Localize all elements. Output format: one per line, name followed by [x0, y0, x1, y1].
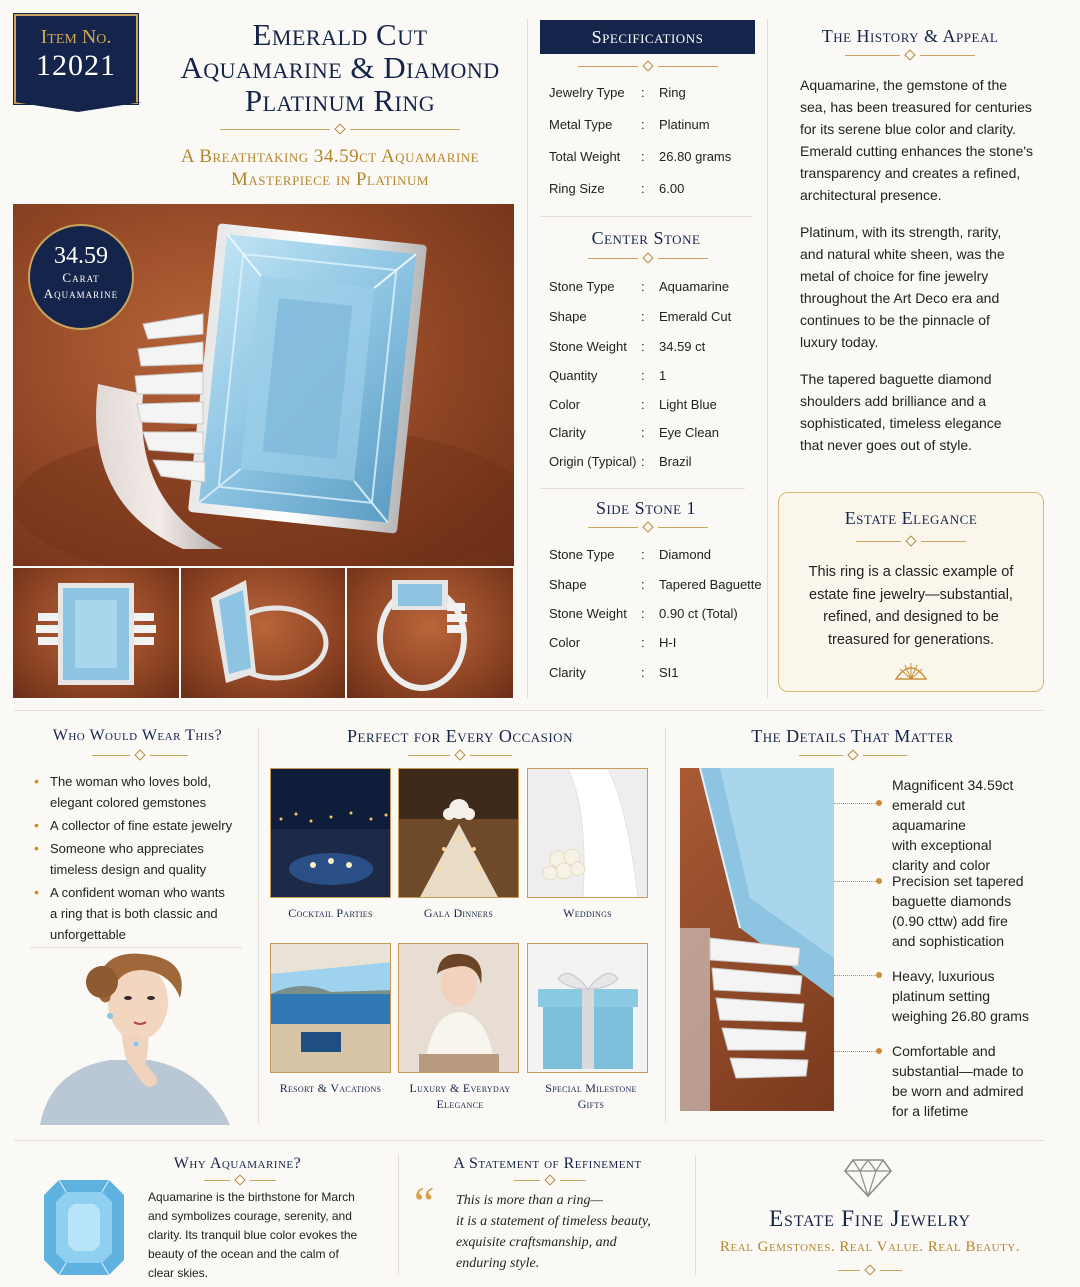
- statement-quote: This is more than a ring— it is a statement of timeless beauty, exquisite craftsmanship, and enduring style.: [456, 1193, 651, 1271]
- ornament-divider: [835, 1264, 905, 1276]
- occasion-label: Special Milestone Gifts: [545, 1081, 637, 1111]
- occasion-image-everyday[interactable]: [398, 943, 519, 1073]
- who-wears-title: Who Would Wear This?: [52, 727, 223, 744]
- history-title: The History & Appeal: [821, 26, 999, 46]
- who-wears-list: [32, 771, 247, 947]
- spec-row: Ring Size : 6.00: [549, 181, 685, 196]
- carat-label: Carat: [62, 270, 100, 285]
- side-stone-row: Stone Type : Diamond: [549, 547, 712, 562]
- occasion-image-resort[interactable]: [270, 943, 391, 1073]
- occasion-label: Luxury & Everyday Elegance: [409, 1081, 511, 1111]
- occasion-image-wedding[interactable]: [527, 768, 648, 898]
- section-divider: [540, 216, 752, 217]
- spec-row: Total Weight : 26.80 grams: [549, 149, 732, 164]
- side-stone-row: Color : H-I: [549, 635, 677, 650]
- ornament-divider: [560, 60, 735, 72]
- spec-row: Jewelry Type : Ring: [549, 85, 686, 100]
- subtitle-line: A Breathtaking 34.59ct Aquamarine: [180, 146, 480, 167]
- ornament-divider: [85, 749, 195, 761]
- brand-name: Estate Fine Jewelry: [769, 1206, 971, 1231]
- ornament-divider: [575, 252, 720, 264]
- section-divider: [14, 1140, 1044, 1141]
- column-divider: [767, 18, 768, 698]
- quote-mark-icon: “: [414, 1177, 435, 1228]
- ornament-divider: [575, 521, 720, 533]
- occasion-image-cocktail[interactable]: [270, 768, 391, 898]
- occasion-label: Cocktail Parties: [288, 906, 373, 920]
- callout-dot: [876, 1048, 882, 1054]
- detail-item: Heavy, luxurious platinum setting weighing 26.80 grams: [892, 968, 1029, 1024]
- column-divider: [665, 728, 666, 1123]
- carat-stone: Aquamarine: [43, 286, 119, 301]
- aquamarine-gem-icon: [44, 1180, 124, 1275]
- column-divider: [398, 1155, 399, 1275]
- center-stone-row: Origin (Typical) : Brazil: [549, 454, 692, 469]
- detail-item: Magnificent 34.59ct emerald cut aquamarine with exceptional clarity and color: [892, 777, 1014, 873]
- thumbnail-front[interactable]: [13, 568, 179, 698]
- occasion-image-gift[interactable]: [527, 943, 648, 1073]
- side-stone-row: Clarity : SI1: [549, 665, 679, 680]
- subtitle-line: Masterpiece in Platinum: [231, 169, 429, 190]
- list-item: • A collector of fine estate jewelry: [32, 815, 247, 836]
- callout-line: [834, 1051, 878, 1052]
- occasion-image-gala[interactable]: [398, 768, 519, 898]
- occasion-label: Resort & Vacations: [279, 1081, 382, 1095]
- thumbnail-side[interactable]: [181, 568, 345, 698]
- center-stone-row: Quantity : 1: [549, 368, 667, 383]
- brand-tagline: Real Gemstones. Real Value. Real Beauty.: [719, 1239, 1021, 1255]
- center-stone-row: Shape : Emerald Cut: [549, 309, 732, 324]
- ornament-divider: [200, 1174, 280, 1186]
- title-line: Emerald Cut: [252, 17, 428, 52]
- ornament-divider: [200, 123, 480, 135]
- list-item: • Someone who appreciates timeless design and quality: [32, 838, 247, 880]
- callout-line: [834, 975, 878, 976]
- carat-badge: [28, 224, 134, 330]
- occasion-label: Weddings: [563, 906, 612, 920]
- center-stone-row: Color : Light Blue: [549, 397, 717, 412]
- occasion-label: Gala Dinners: [423, 906, 494, 920]
- page-subtitle: [140, 145, 520, 191]
- history-paragraph: Aquamarine, the gemstone of the sea, has been treasured for centuries for its serene blue color and clarity. Emerald cutting enhances the stone's transparency and creates a refined, architectural presence.: [800, 77, 1034, 203]
- ornament-divider: [510, 1174, 590, 1186]
- statement-title: A Statement of Refinement: [453, 1155, 642, 1172]
- why-aquamarine-title: Why Aquamarine?: [173, 1155, 302, 1172]
- history-paragraph: The tapered baguette diamond shoulders add brilliance and a sophisticated, timeless elegance that never goes out of style.: [800, 371, 1002, 453]
- callout-line: [834, 881, 878, 882]
- column-divider: [695, 1155, 696, 1275]
- center-stone-row: Stone Type : Aquamarine: [549, 279, 730, 294]
- callout-dot: [876, 878, 882, 884]
- side-stone-row: Stone Weight : 0.90 ct (Total): [549, 606, 738, 621]
- estate-elegance-title: Estate Elegance: [844, 508, 978, 528]
- side-stone-title: Side Stone 1: [595, 498, 697, 518]
- specifications-header: Specifications: [540, 20, 755, 54]
- history-paragraph: Platinum, with its strength, rarity, and natural white sheen, was the metal of choice for fine jewelry throughout the Art Deco era and continues to be the pinnacle of luxury today.: [800, 224, 1005, 350]
- thumbnail-back[interactable]: [347, 568, 513, 698]
- section-divider: [540, 488, 745, 489]
- ornament-divider: [790, 749, 915, 761]
- item-number: 12021: [36, 49, 116, 82]
- estate-elegance-text: This ring is a classic example of estate fine jewelry—substantial, refined, and designed to be treasured for generations.: [808, 564, 1014, 648]
- detail-closeup-photo: [680, 768, 834, 1111]
- spec-row: Metal Type : Platinum: [549, 117, 710, 132]
- occasions-title: Perfect for Every Occasion: [347, 726, 573, 746]
- title-line: Platinum Ring: [244, 83, 436, 118]
- center-stone-row: Clarity : Eye Clean: [549, 425, 719, 440]
- detail-item: Comfortable and substantial—made to be worn and admired for a lifetime: [892, 1043, 1024, 1119]
- why-aquamarine-text: Aquamarine is the birthstone for March and symbolizes courage, serenity, and clarity. Its tranquil blue color evokes the beauty of the ocean and the calm of clear skies.: [148, 1190, 358, 1280]
- center-stone-title: Center Stone: [591, 228, 701, 248]
- ornament-divider: [835, 49, 985, 61]
- estate-elegance-card: [778, 492, 1044, 692]
- section-divider: [14, 710, 1044, 711]
- ornament-divider: [400, 749, 520, 761]
- list-item: • The woman who loves bold, elegant colored gemstones: [32, 771, 247, 813]
- page-title: [150, 18, 530, 117]
- detail-item: Precision set tapered baguette diamonds (0.90 cttw) add fire and sophistication: [892, 873, 1024, 949]
- details-title: The Details That Matter: [751, 726, 954, 746]
- item-label: Item No.: [40, 26, 112, 48]
- title-line: Aquamarine & Diamond: [180, 50, 500, 85]
- center-stone-row: Stone Weight : 34.59 ct: [549, 339, 706, 354]
- diamond-icon: [843, 1158, 893, 1198]
- list-item: • A confident woman who wants a ring that is both classic and unforgettable: [32, 882, 247, 945]
- woman-illustration: [30, 950, 245, 1125]
- column-divider: [527, 18, 528, 698]
- callout-line: [834, 803, 878, 804]
- side-stone-row: Shape : Tapered Baguette: [549, 577, 762, 592]
- callout-dot: [876, 800, 882, 806]
- ornament-divider: [779, 535, 1043, 547]
- shell-ornament-icon: [779, 661, 1043, 686]
- item-number-badge: [14, 14, 138, 104]
- section-divider: [30, 947, 242, 948]
- carat-value: 34.59: [54, 243, 108, 269]
- callout-dot: [876, 972, 882, 978]
- column-divider: [258, 728, 259, 1123]
